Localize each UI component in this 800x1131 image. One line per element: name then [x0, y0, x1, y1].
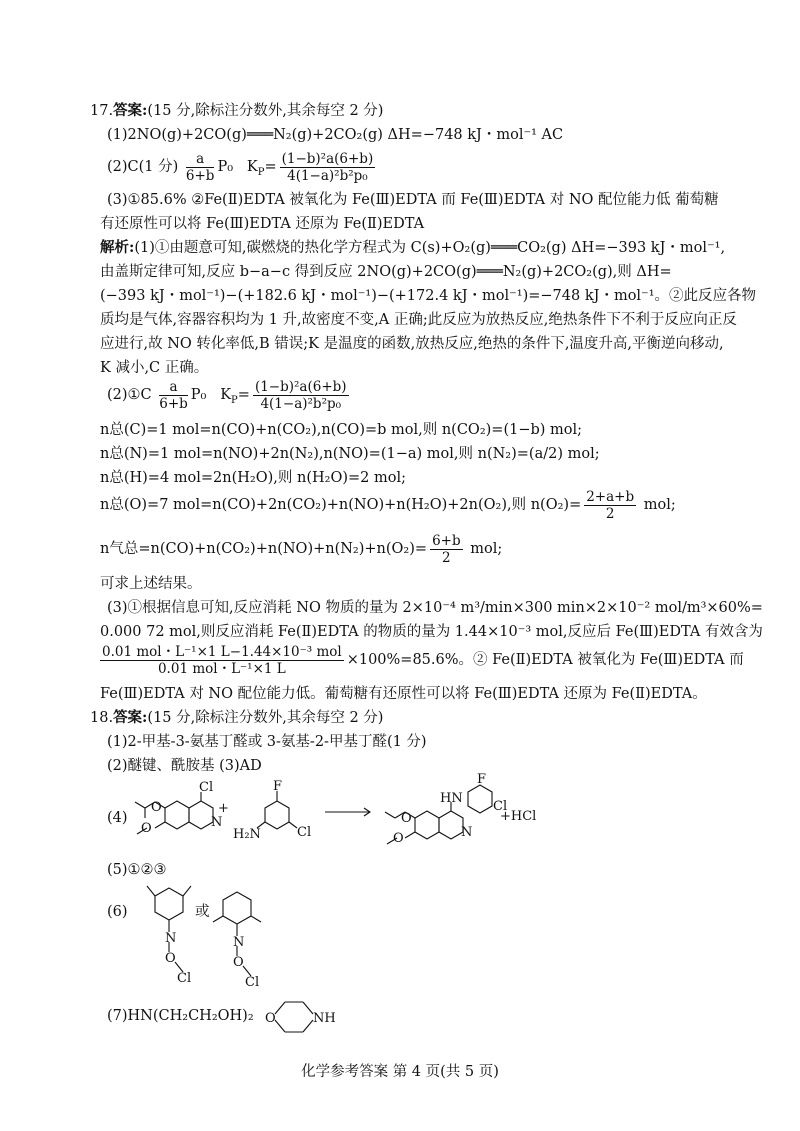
- q17-explanation-3-line3: $\frac{\text{0.01 mol・L⁻¹×1 L−1.44×10⁻³ mol}}{\text{0.01 mol・L⁻¹×1 L}}$ ×100%=85.6%。② Fe(Ⅱ)EDTA 被氧化为 Fe(Ⅲ)EDTA 而: [102, 643, 744, 677]
- chloro-label: Cl: [493, 799, 508, 814]
- q17-answer-2: (2)C(1 分) $\frac{a}{6+b}$ P₀ $K_P=$ $\frac{\text{(1−b)²a(6+b)}}{\text{4(1−a)²b²p₀}}$: [107, 150, 374, 184]
- q17-conclusion: 可求上述结果。: [100, 576, 202, 592]
- isomer-structures: [135, 880, 295, 994]
- fluoro-label: F: [273, 779, 283, 794]
- n-label: N: [461, 825, 473, 840]
- q17-answer-1: (1)2NO(g)+2CO(g)═══N₂(g)+2CO₂(g) ΔH=−748 kJ・mol⁻¹ AC: [107, 127, 564, 143]
- q17-answer-3-line2: 有还原性可以将 Fe(Ⅲ)EDTA 还原为 Fe(Ⅱ)EDTA: [100, 216, 425, 232]
- q18-answer-7: (7)HN(CH₂CH₂OH)₂: [107, 1008, 254, 1024]
- q17-explanation-3: (−393 kJ・mol⁻¹)−(+182.6 kJ・mol⁻¹)−(+172.4 kJ・mol⁻¹)=−748 kJ・mol⁻¹。②此反应各物: [100, 288, 757, 304]
- reaction-scheme: [125, 772, 537, 872]
- oxygen-label: O: [233, 955, 244, 970]
- oxygen-label: O: [393, 831, 404, 846]
- q18-heading: 18.答案:(15 分,除标注分数外,其余每空 2 分): [90, 709, 384, 726]
- fraction: $\frac{a}{6+b}$: [185, 150, 215, 184]
- q17-heading: 17.答案:(15 分,除标注分数外,其余每空 2 分): [90, 102, 384, 119]
- q18-answer-5: (5)①②③: [107, 862, 167, 878]
- nh-label: NH: [313, 1011, 336, 1026]
- q17-explanation-1: 解析:(1)①由题意可知,碳燃烧的热化学方程式为 C(s)+O₂(g)═══CO₂(g) ΔH=−393 kJ・mol⁻¹,: [100, 239, 726, 256]
- q17-explanation-6: K 减小,C 正确。: [100, 360, 209, 376]
- q18-answer-4-label: (4): [107, 810, 128, 826]
- n-label: N: [165, 931, 177, 946]
- chloro-label: Cl: [177, 971, 192, 986]
- q17-mole-gas-total: n气总=n(CO)+n(CO₂)+n(NO)+n(N₂)+n(O₂)= $\frac{6+b}{2}$ mol;: [100, 532, 503, 566]
- chloro-label: Cl: [199, 780, 214, 795]
- kp-fraction: $\frac{\text{(1−b)²a(6+b)}}{\text{4(1−a)²b²p₀}}$: [281, 150, 374, 184]
- plus-label: +: [218, 801, 229, 816]
- q17-mole-n: n总(N)=1 mol=n(NO)+2n(N₂),n(NO)=(1−a) mol,则 n(N₂)=(a/2) mol;: [100, 446, 600, 462]
- q17-explanation-3-line2: 0.000 72 mol,则反应消耗 Fe(Ⅱ)EDTA 的物质的量为 1.44×10⁻³ mol,反应后 Fe(Ⅲ)EDTA 有效含为: [100, 624, 763, 640]
- hcl-label: +HCl: [500, 809, 537, 824]
- q18-answer-1: (1)2-甲基-3-氨基丁醛或 3-氨基-2-甲基丁醛(1 分): [107, 734, 427, 750]
- q17-mole-h: n总(H)=4 mol=2n(H₂O),则 n(H₂O)=2 mol;: [100, 470, 406, 486]
- q18-answer-6-or: 或: [195, 904, 210, 920]
- amine-label: HN: [440, 791, 463, 806]
- n-label: N: [233, 935, 245, 950]
- q17-explanation-5: 应进行,故 NO 转化率低,B 错误;K 是温度的函数,放热反应,绝热的条件下,温度升高,平衡逆向移动,: [100, 336, 724, 352]
- oxygen-label: O: [151, 800, 162, 815]
- q17-mole-o: n总(O)=7 mol=n(CO)+2n(CO₂)+n(NO)+n(H₂O)+2n(O₂),则 n(O₂)= $\frac{2+a+b}{2}$ mol;: [100, 488, 676, 522]
- q17-explanation-4: 质均是气体,容器容积均为 1 升,故密度不变,A 正确;此反应为放热反应,绝热条件下不利于反应向正反: [100, 312, 737, 328]
- chloro-label: Cl: [245, 975, 260, 990]
- q17-answer-3-line1: (3)①85.6% ②Fe(Ⅱ)EDTA 被氧化为 Fe(Ⅲ)EDTA 而 Fe(Ⅲ)EDTA 对 NO 配位能力低 葡萄糖: [107, 192, 719, 208]
- q17-explanation-3-line1: (3)①根据信息可知,反应消耗 NO 物质的量为 2×10⁻⁴ m³/min×300 min×2×10⁻² mol/m³×60%=: [107, 600, 763, 616]
- morpholine-structure: [265, 992, 345, 1046]
- oxygen-label: O: [165, 951, 176, 966]
- q18-answer-6-label: (6): [107, 904, 128, 920]
- n-label: N: [211, 815, 223, 830]
- oxygen-label: O: [141, 821, 152, 836]
- oxygen-label: O: [265, 1011, 276, 1026]
- fluoro-label: F: [477, 772, 487, 787]
- q17-explanation-2-answer: (2)①C $\frac{a}{6+b}$ P₀ $K_P=$ $\frac{\text{(1−b)²a(6+b)}}{\text{4(1−a)²b²p₀}}$: [107, 378, 347, 412]
- q17-mole-c: n总(C)=1 mol=n(CO)+n(CO₂),n(CO)=b mol,则 n(CO₂)=(1−b) mol;: [100, 422, 583, 438]
- amine-label: H₂N: [233, 827, 261, 842]
- q18-answer-2-3: (2)醚键、酰胺基 (3)AD: [107, 758, 262, 774]
- q17-explanation-3-line4: Fe(Ⅲ)EDTA 对 NO 配位能力低。葡萄糖有还原性可以将 Fe(Ⅲ)EDTA 还原为 Fe(Ⅱ)EDTA。: [100, 686, 707, 702]
- page-footer: 化学参考答案 第 4 页(共 5 页): [301, 1064, 499, 1080]
- q17-explanation-2: 由盖斯定律可知,反应 b−a−c 得到反应 2NO(g)+2CO(g)═══N₂(g)+2CO₂(g),则 ΔH=: [100, 264, 672, 280]
- oxygen-label: O: [401, 811, 412, 826]
- chloro-label: Cl: [297, 825, 312, 840]
